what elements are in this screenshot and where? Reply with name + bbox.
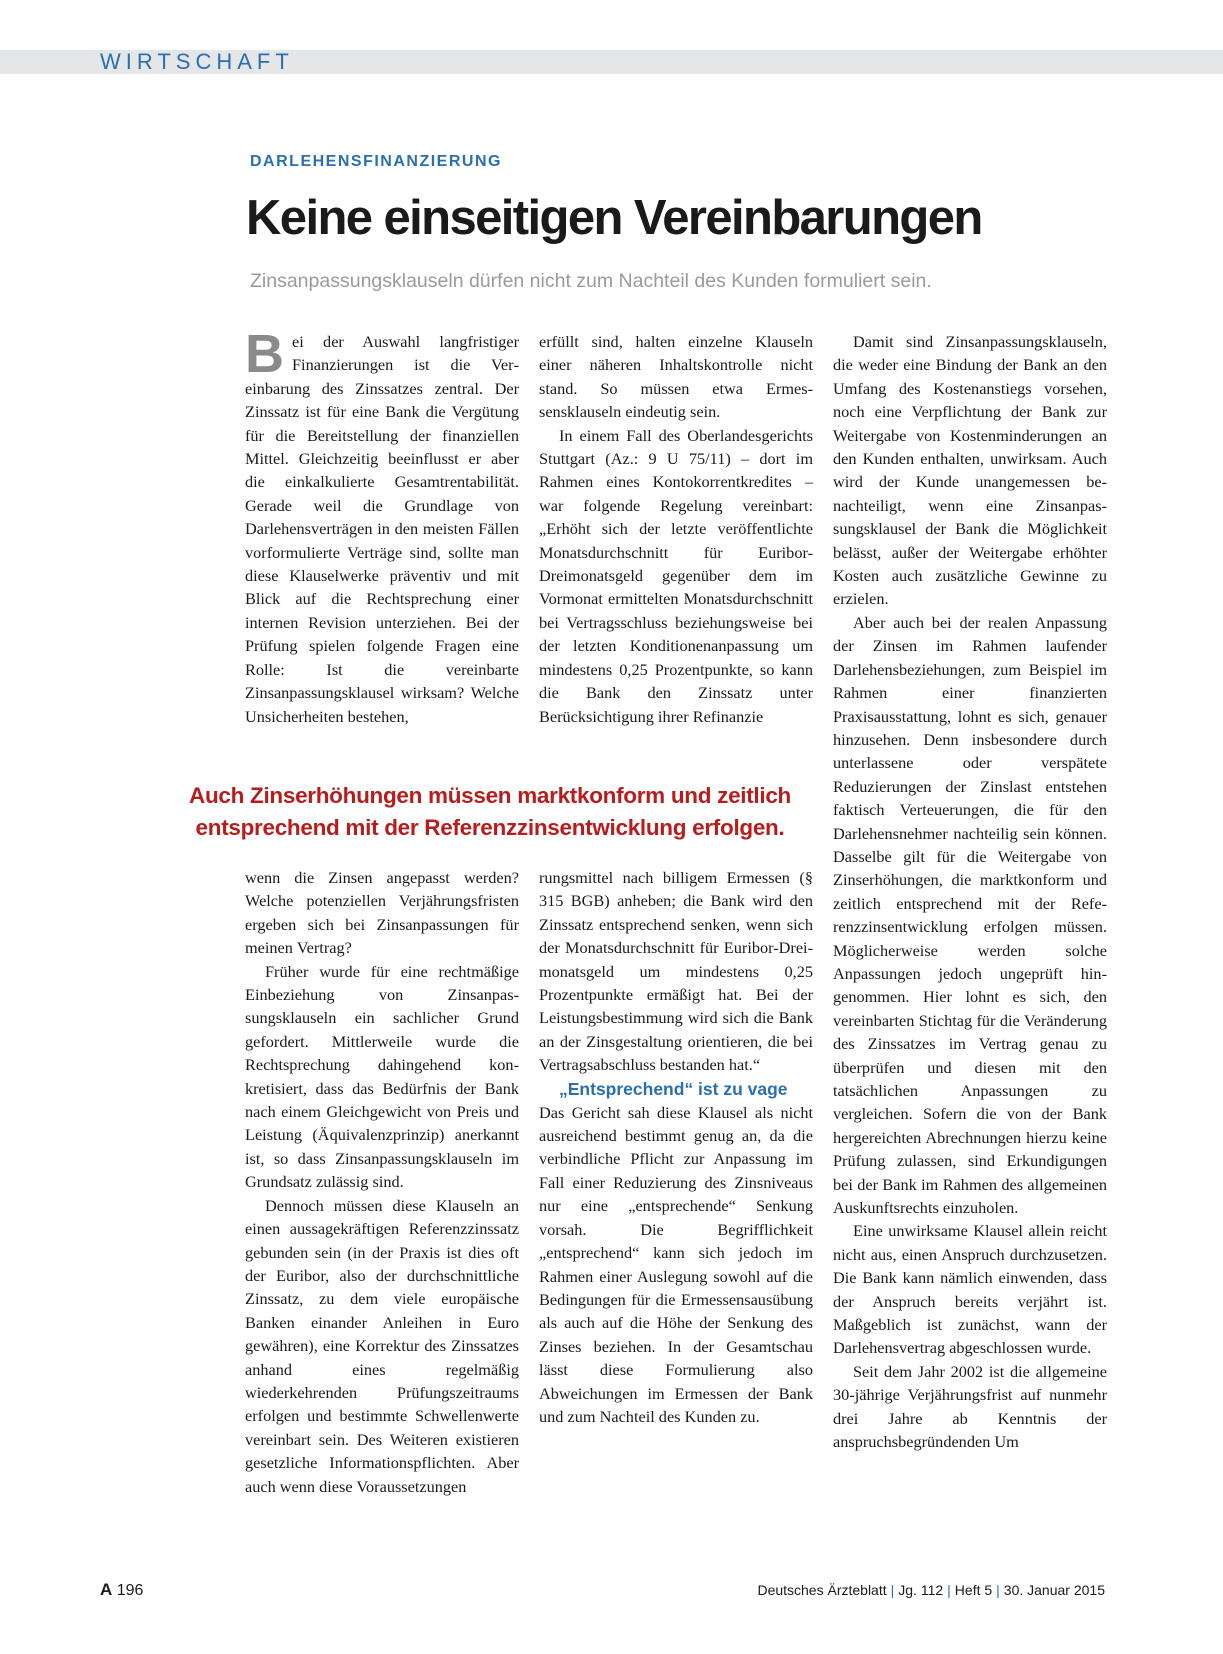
paragraph: rungsmittel nach billigem Ermessen (§ 315 BGB) anheben; die Bank wird den Zinssatz entsprechend senken, wenn sich der Monatsdurchschnitt für Euribor-Dreimonatsgeld um mindestens 0,25 Prozentpunkte ermäßigt hat. Bei der Leistungsbestimmung wird sich die Bank an der Zinsgestaltung orientieren, die bei Vertragsabschluss bestanden hat.“ [539, 868, 813, 1075]
journal-date: 30. Januar 2015 [1003, 1582, 1105, 1598]
paragraph: Damit sind Zinsanpassungsklauseln, die weder eine Bindung der Bank an den Umfang des Kostenanstiegs vorsehen, noch eine Verpflichtung der Bank zur Weitergabe von Kostenminderungen an den Kunden enthalten, unwirksam. Auch wird der Kunde unangemessen benachteiligt, wenn eine Zinsanpassungsklausel der Bank die Möglichkeit belässt, außer der Weitergabe erhöhter Kosten auch zusätzliche Gewinne zu erzielen. [833, 332, 1107, 609]
section-subheading: „Entsprechend“ ist zu vage [559, 1078, 788, 1099]
paragraph: wenn die Zinsen angepasst werden? Welche potenziellen Verjährungsfristen ergeben sich bei Zinsanpassungen für meinen Vertrag? [245, 868, 519, 958]
column-3 [833, 330, 1107, 1454]
pull-quote [160, 780, 820, 844]
drop-cap: B [245, 324, 284, 384]
paragraph-text: ei der Auswahl langfristiger Finanzierungen ist die Vereinbarung des Zinssatzes zentral. Der Zinssatz ist für eine Bank die Vergütung für die Bereitstellung der finanziellen Mittel. Gleichzeitig beeinflusst er aber die einkalkulierte Gesamtrentabilität. Gerade weil die Grundlage von Darlehensverträgen in den meisten Fällen vorformulierte Verträge sind, sollte man diese Klauselwerke präventiv und mit Blick auf die Rechtsprechung einer internen Revision unterziehen. Bei der Prüfung spielen folgende Fragen eine Rolle: Ist die vereinbarte Zinsanpassungsklausel wirksam? Welche Unsicherheiten bestehen, [245, 332, 519, 726]
separator: | [947, 1582, 951, 1598]
journal-volume: Jg. 112 [898, 1582, 944, 1598]
paragraph: erfüllt sind, halten einzelne Klauseln einer näheren Inhaltskontrolle nicht stand. So müssen etwa Ermessensklauseln eindeutig sein. [539, 332, 813, 422]
article-kicker: DARLEHENSFINANZIERUNG [250, 153, 502, 170]
paragraph: Das Gericht sah diese Klausel als nicht ausreichend bestimmt genug an, da die verbindliche Pflicht zur Anpassung im Fall einer Reduzierung des Zinsniveaus nur eine „entsprechende“ Senkung vorsah. Die Begrifflichkeit „entsprechend“ kann sich jedoch im Rahmen einer Auslegung sowohl auf die Bedingungen für die Ermessensausübung als auch auf die Höhe der Senkung des Zinses beziehen. In der Gesamtschau lässt diese Formulierung also Abweichungen im Ermessen der Bank und zum Nachteil des Kunden zu. [539, 1102, 813, 1426]
paragraph: Seit dem Jahr 2002 ist die allgemeine 30-jährige Verjährungsfrist auf nunmehr drei Jahre ab Kenntnis der anspruchsbegründenden Um [833, 1361, 1107, 1452]
page-number-value: 196 [116, 1582, 144, 1599]
paragraph: Aber auch bei der realen Anpassung der Zinsen im Rahmen laufender Darlehensbeziehungen, zum Beispiel im Rahmen einer finanzierten Praxisausstattung, lohnt es sich, genauer hinzusehen. Denn insbesondere durch unterlassene oder verspätete Reduzierungen der Zinslast entstehen faktisch Verteuerungen, die für den Darlehensnehmer nachteilig sein können. Dasselbe gilt für die Weitergabe von Zinserhöhungen, die marktkonform und zeitlich entsprechend mit der Referenzzinsentwicklung erfolgen müssen. Möglicherweise werden solche Anpassungen jedoch ungeprüft hingenommen. Hier lohnt es sich, den vereinbarten Stichtag für die Veränderung des Zinssatzes im Vertrag genau zu überprüfen und diesen mit den tatsächlichen Anpassungen zu vergleichen. Sofern die von der Bank hergereichten Abrechnungen hierzu keine Prüfung zulassen, sind Erkundigungen bei der Bank im Rahmen des allgemeinen Auskunftsrechts einzuholen. [833, 612, 1107, 1218]
pull-quote-line: Auch Zinserhöhungen müssen marktkonform und zeitlich [189, 783, 791, 808]
column-2-top [539, 330, 813, 728]
section-label: WIRTSCHAFT [100, 49, 294, 74]
paragraph: Früher wurde für eine rechtmäßige Einbeziehung von Zinsanpassungsklauseln ein sachlicher Grund gefordert. Mittlerweile wurde die Rechtsprechung dahingehend konkretisiert, dass das Bedürfnis der Bank nach einem Gleichgewicht von Preis und Leistung (Äquivalenzprinzip) anerkannt ist, so dass Zinsanpassungsklauseln im Grundsatz zulässig sind. [245, 961, 519, 1192]
paragraph [245, 324, 519, 728]
paragraph: Eine unwirksame Klausel allein reicht nicht aus, einen Anspruch durchzusetzen. Die Bank kann nämlich einwenden, dass der Anspruch bereits verjährt ist. Maßgeblich ist zunächst, wann der Darlehensvertrag abgeschlossen wurde. [833, 1221, 1107, 1358]
page-number [100, 1580, 143, 1600]
paragraph: In einem Fall des Oberlandesgerichts Stuttgart (Az.: 9 U 75/11) – dort im Rahmen eines Kontokorrentkredites – war folgende Regelung vereinbart: „Erhöht sich der letzte veröffentlichte Monatsdurchschnitt für Euribor-Dreimonatsgeld gegenüber dem im Vormonat ermittelten Monatsdurchschnitt bei Vertragsschluss beziehungsweise bei der letzten Konditionenanpassung um mindestens 0,25 Prozentpunkte, so kann die Bank den Zinssatz unter Berücksichtigung ihrer Refinanzie [539, 425, 813, 726]
article-subhead: Zinsanpassungsklauseln dürfen nicht zum Nachteil des Kunden formuliert sein. [250, 270, 932, 292]
journal-issue: Heft 5 [954, 1582, 993, 1598]
column-1-top [245, 324, 519, 728]
paragraph: Dennoch müssen diese Klauseln an einen aussagekräftigen Referenzzinssatz gebunden sein (in der Praxis ist dies oft der Euribor, also der durchschnittliche Zinssatz, zu dem viele europäische Banken einander Anleihen in Euro gewähren), eine Korrektur des Zinssatzes anhand eines regelmäßig wiederkehrenden Prüfungszeitraums erfolgen und bestimmte Schwellenwerte vereinbart sein. Des Weiteren existieren gesetzliche Informationspflichten. Aber auch wenn diese Voraussetzungen [245, 1195, 519, 1496]
journal-name: Deutsches Ärzteblatt [757, 1582, 887, 1598]
separator: | [890, 1582, 895, 1598]
column-2-bottom [539, 866, 813, 1428]
separator: | [996, 1582, 1000, 1598]
page-prefix: A [100, 1580, 113, 1599]
pull-quote-line: entsprechend mit der Referenzzinsentwicklung erfolgen. [195, 815, 785, 840]
article-headline: Keine einseitigen Vereinbarungen [246, 191, 982, 245]
column-1-bottom [245, 866, 519, 1498]
journal-info [757, 1582, 1105, 1598]
